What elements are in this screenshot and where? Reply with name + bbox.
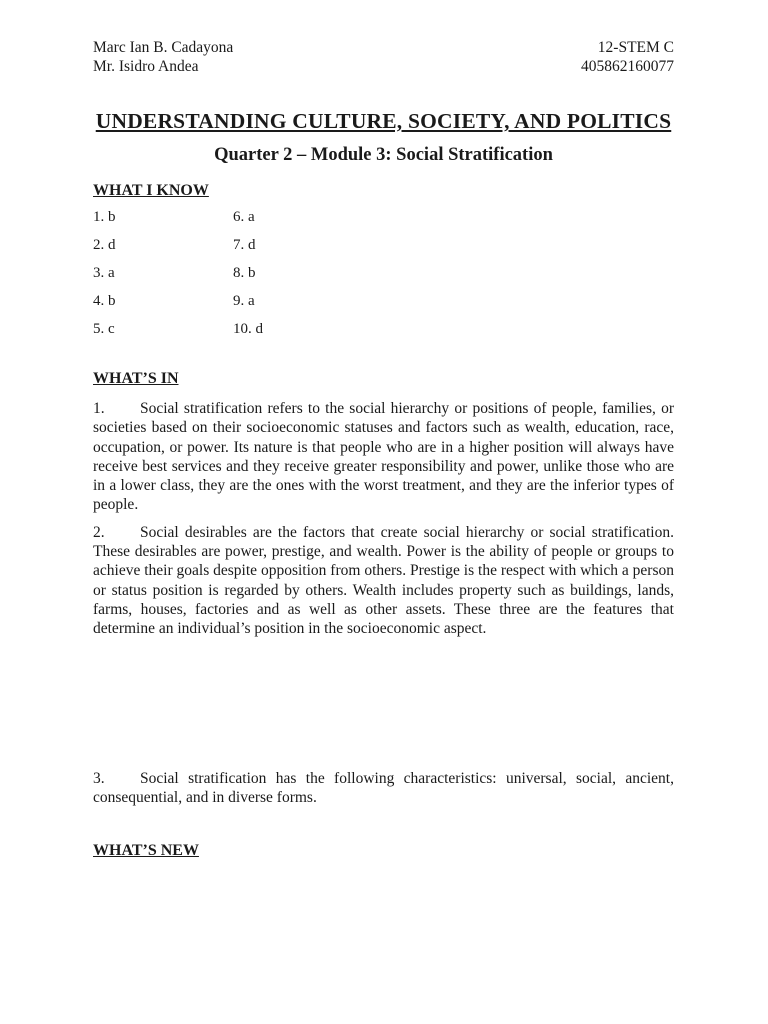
answer-right: 6. a xyxy=(233,209,255,225)
document-page xyxy=(93,38,674,861)
document-subtitle: Quarter 2 – Module 3: Social Stratification xyxy=(214,145,553,165)
answer-left: 3. a xyxy=(93,265,115,281)
item-number: 2. xyxy=(93,523,105,541)
whats-in-item-3 xyxy=(93,769,674,808)
teacher-name: Mr. Isidro Andea xyxy=(93,58,199,75)
answer-left: 4. b xyxy=(93,293,116,309)
whats-in-item-2 xyxy=(93,523,674,639)
item-text: Social stratification has the following characteristics: universal, social, ancient, consequential, and in diverse forms. xyxy=(93,769,674,806)
whats-in-item-1 xyxy=(93,399,674,515)
item-number: 3. xyxy=(93,769,105,787)
whats-in-heading: WHAT’S IN xyxy=(93,370,179,387)
lrn-number: 405862160077 xyxy=(581,58,674,75)
answer-left: 5. c xyxy=(93,321,115,337)
document-title: UNDERSTANDING CULTURE, SOCIETY, AND POLITICS xyxy=(95,109,672,133)
whats-new-heading: WHAT’S NEW xyxy=(93,842,199,860)
answer-row xyxy=(93,208,674,236)
item-text: Social desirables are the factors that create social hierarchy or social stratification. These desirables are power, prestige, and wealth. Power is the ability of people or groups to achieve their goals despite opposition from others. Prestige is the respect with which a person or status position is regarded by others. Wealth includes property such as buildings, lands, farms, houses, factories and as well as other assets. These three are the features that determine an individual’s position in the socioeconomic aspect. xyxy=(93,523,674,638)
item-text: Social stratification refers to the social hierarchy or positions of people, families, or societies based on their socioeconomic statuses and factors such as wealth, education, race, occupation, or power. Its nature is that people who are in a higher position will always have receive best services and they receive greater responsibility and power, unlike those who are in a lower class, they are the ones with the worst treatment, and they are the inferior types of people. xyxy=(93,400,674,514)
header-row-2 xyxy=(93,57,674,76)
section-label: 12-STEM C xyxy=(597,39,674,56)
answer-right: 10. d xyxy=(233,321,263,337)
answer-key xyxy=(93,208,674,348)
student-name: Marc Ian B. Cadayona xyxy=(93,39,234,56)
answer-right: 8. b xyxy=(233,265,256,281)
answer-right: 7. d xyxy=(233,237,256,253)
item-number: 1. xyxy=(93,400,105,417)
answer-row xyxy=(93,292,674,320)
answer-right: 9. a xyxy=(233,293,255,309)
what-i-know-heading: WHAT I KNOW xyxy=(93,182,209,199)
answer-row xyxy=(93,264,674,292)
answer-left: 2. d xyxy=(93,237,116,253)
answer-left: 1. b xyxy=(93,209,116,225)
answer-row xyxy=(93,236,674,264)
header-row-1 xyxy=(93,38,674,57)
answer-row xyxy=(93,320,674,348)
